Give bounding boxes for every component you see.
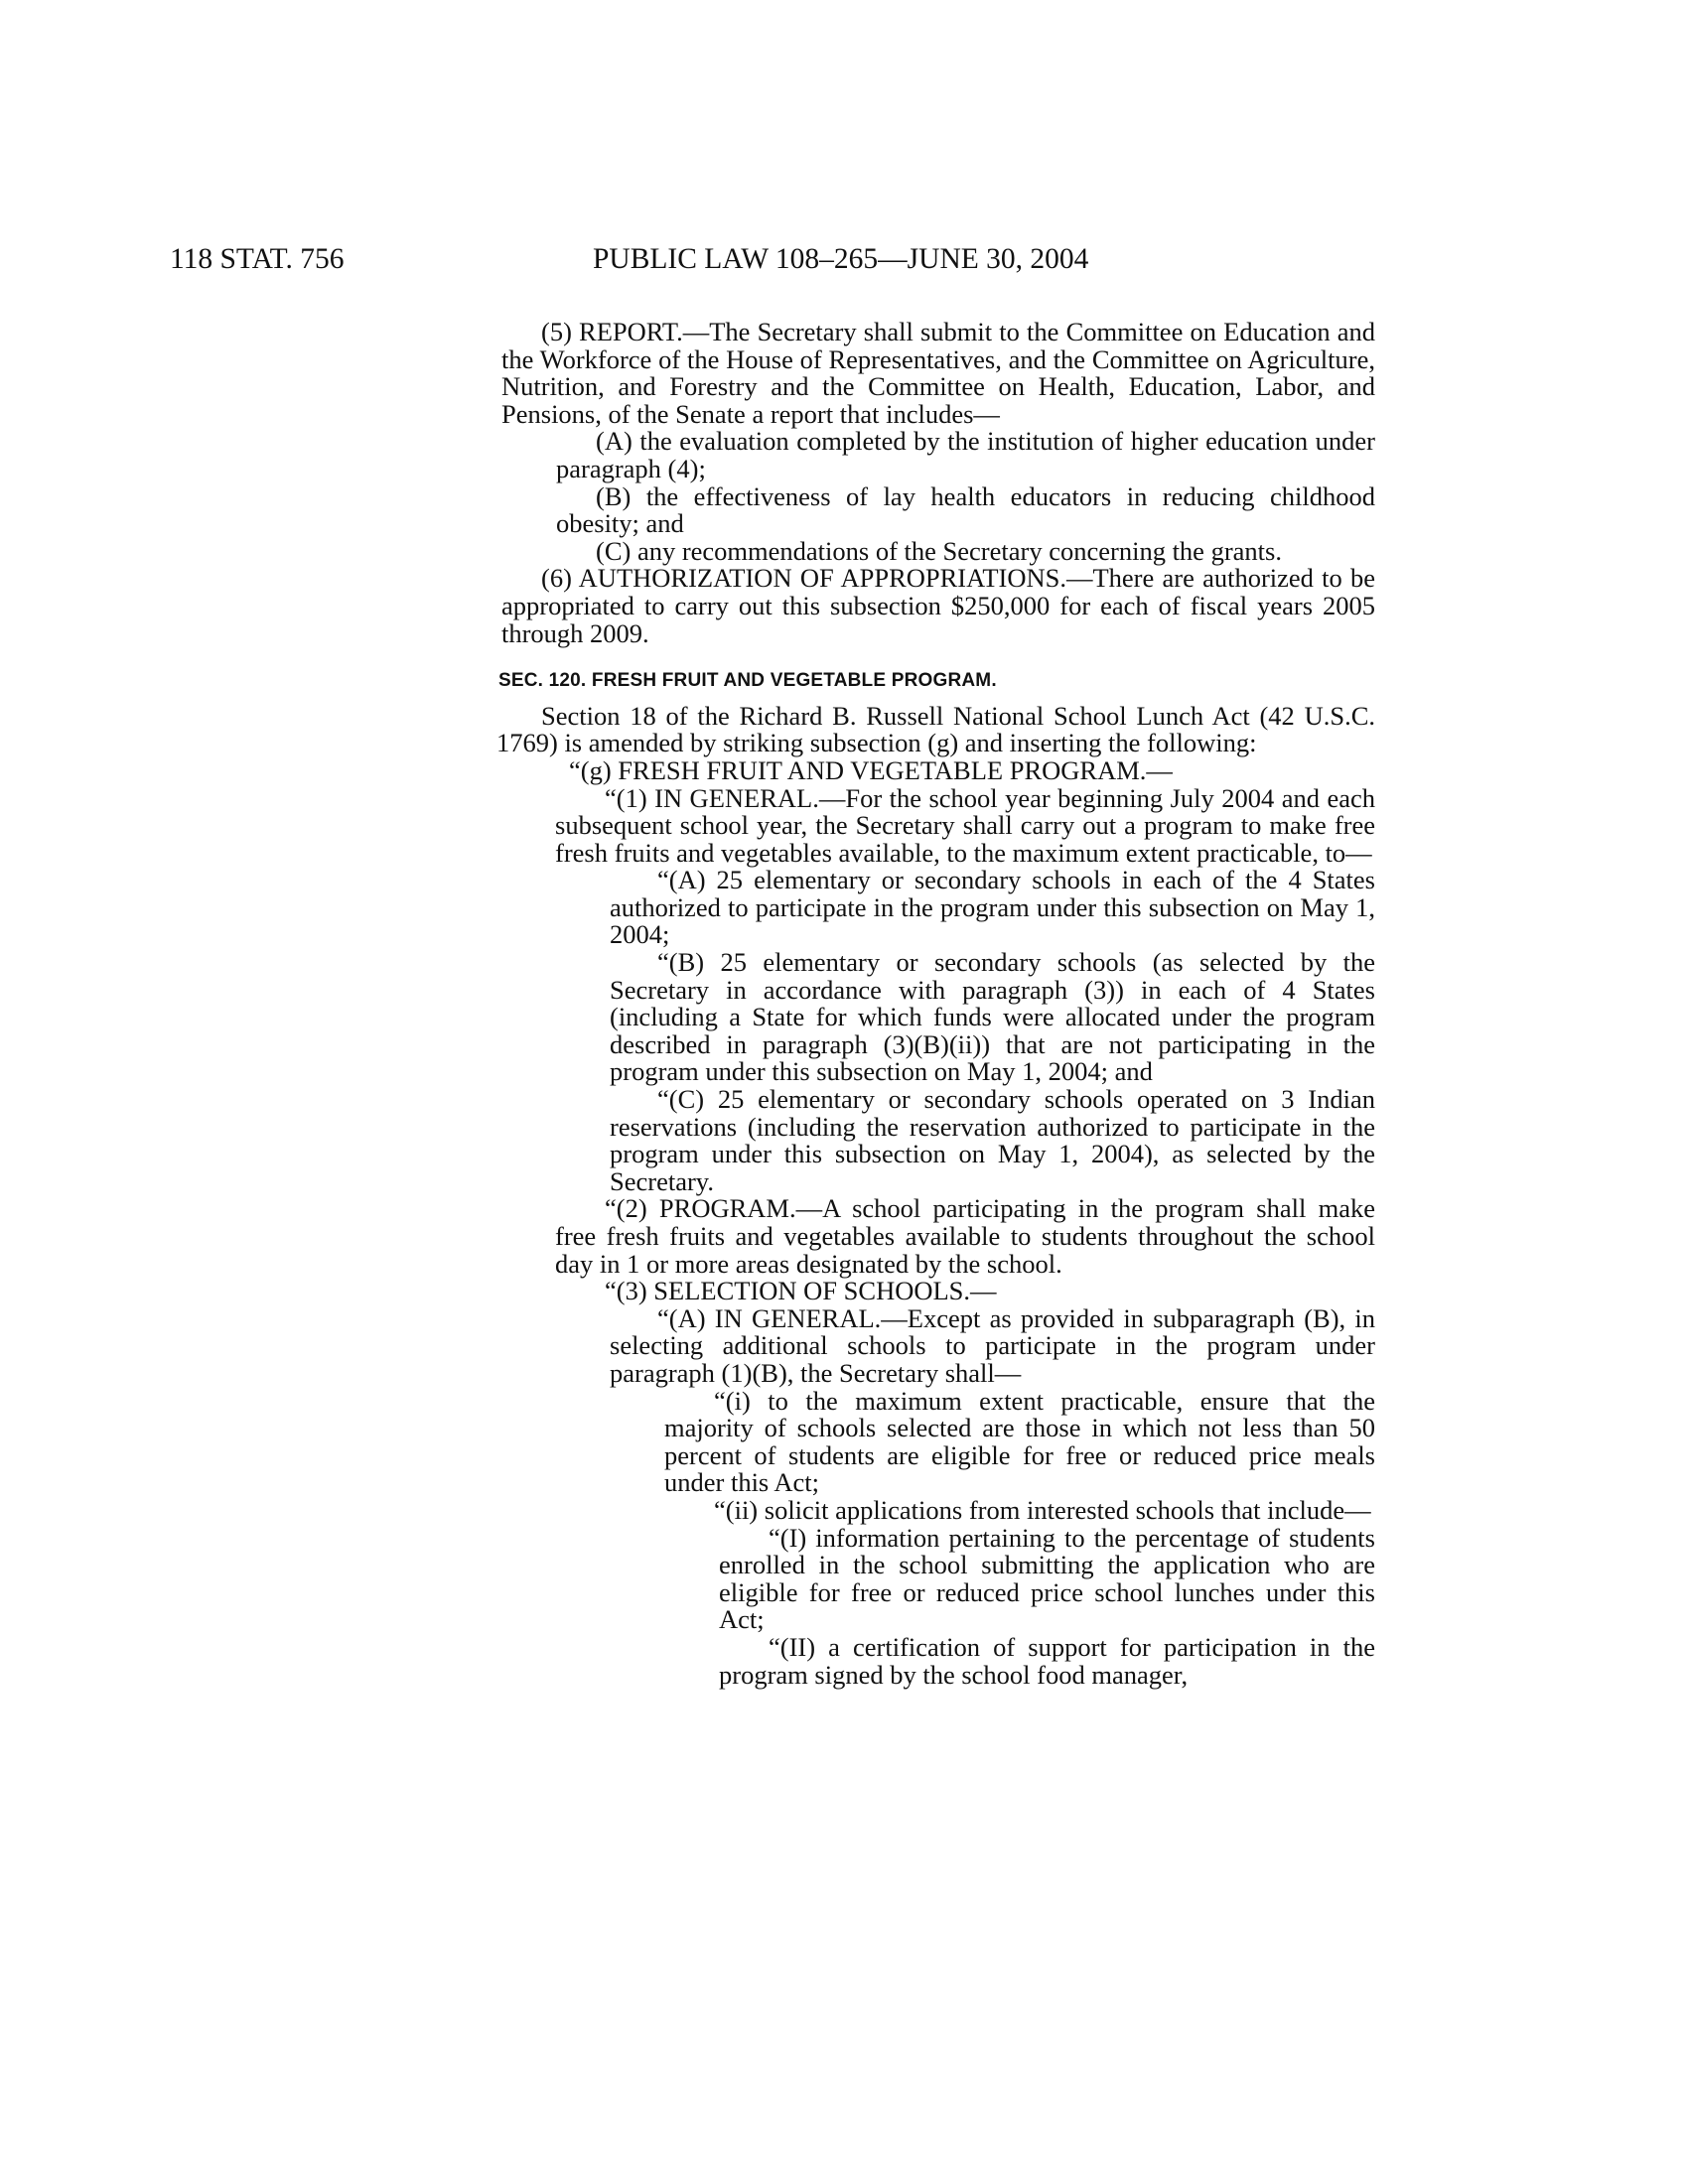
paragraph-5-report: (5) REPORT.—The Secretary shall submit to the Committee on Education and the Workforce of the House of Representatives, and the Committee on Agriculture, Nutrition, and Forestry and the Committee on Health, Education, Labor, and Pensions, of the Senate a report that includes— bbox=[501, 317, 1375, 429]
statute-body bbox=[496, 317, 1375, 1690]
paragraph-6-authorization: (6) AUTHORIZATION OF APPROPRIATIONS.—There are authorized to be appropriated to carry out this subsection $250,000 for each of fiscal years 2005 through 2009. bbox=[501, 563, 1375, 648]
section-lead-text: Section 18 of the Richard B. Russell National School Lunch Act (42 U.S.C. 1769) is amended by striking subsection (g) and inserting the following: bbox=[496, 700, 1375, 758]
g-3-a-clause-ii: “(ii) solicit applications from interested schools that include— bbox=[714, 1494, 1371, 1525]
g-1-subparagraph-b: “(B) 25 elementary or secondary schools (as selected by the Secretary in accordance with paragraph (3)) in each of 4 States (including a State for which funds were allocated under the program described in paragraph (3)(B)(ii)) that are not participating in the program under this subsection on May 1, 2004; and bbox=[610, 947, 1375, 1087]
running-header-title: PUBLIC LAW 108–265—JUNE 30, 2004 bbox=[593, 243, 1089, 275]
g-3-a-ii-subclause-ii: “(II) a certification of support for participation in the program signed by the school food manager, bbox=[719, 1631, 1375, 1690]
subparagraph-b: (B) the effectiveness of lay health educators in reducing childhood obesity; and bbox=[556, 480, 1375, 539]
g-3-a-clause-i: “(i) to the maximum extent practicable, ensure that the majority of schools selected are those in which not less than 50 percent of students are eligible for free or reduced price meals under this Act; bbox=[664, 1385, 1375, 1498]
g-1-subparagraph-c: “(C) 25 elementary or secondary schools operated on 3 Indian reservations (including the reservation authorized to participate in the program under this subsection on May 1, 2004), as selected by the Secretary. bbox=[610, 1084, 1375, 1196]
section-heading: SEC. 120. FRESH FRUIT AND VEGETABLE PROGRAM. bbox=[498, 670, 997, 692]
subparagraph-c: (C) any recommendations of the Secretary concerning the grants. bbox=[596, 535, 1282, 566]
g-paragraph-2: “(2) PROGRAM.—A school participating in the program shall make free fresh fruits and vegetables available to students throughout the school day in 1 or more areas designated by the school. bbox=[555, 1193, 1375, 1279]
g-3-subparagraph-a: “(A) IN GENERAL.—Except as provided in subparagraph (B), in selecting additional schools to participate in the program under paragraph (1)(B), the Secretary shall— bbox=[610, 1302, 1375, 1388]
subparagraph-a: (A) the evaluation completed by the institution of higher education under paragraph (4); bbox=[556, 426, 1375, 483]
g-1-subparagraph-a: “(A) 25 elementary or secondary schools in each of the 4 States authorized to participate in the program under this subsection on May 1, 2004; bbox=[610, 865, 1375, 950]
g-3-a-ii-subclause-i: “(I) information pertaining to the percentage of students enrolled in the school submitting the application who are eligible for free or reduced price school lunches under this Act; bbox=[719, 1522, 1375, 1635]
g-paragraph-1: “(1) IN GENERAL.—For the school year beginning July 2004 and each subsequent school year, the Secretary shall carry out a program to make free fresh fruits and vegetables available, to the maximum extent practicable, to— bbox=[555, 782, 1375, 868]
g-paragraph-3: “(3) SELECTION OF SCHOOLS.— bbox=[605, 1276, 997, 1306]
subsection-g-heading: “(g) FRESH FRUIT AND VEGETABLE PROGRAM.— bbox=[569, 754, 1173, 785]
page-reference: 118 STAT. 756 bbox=[170, 243, 345, 275]
